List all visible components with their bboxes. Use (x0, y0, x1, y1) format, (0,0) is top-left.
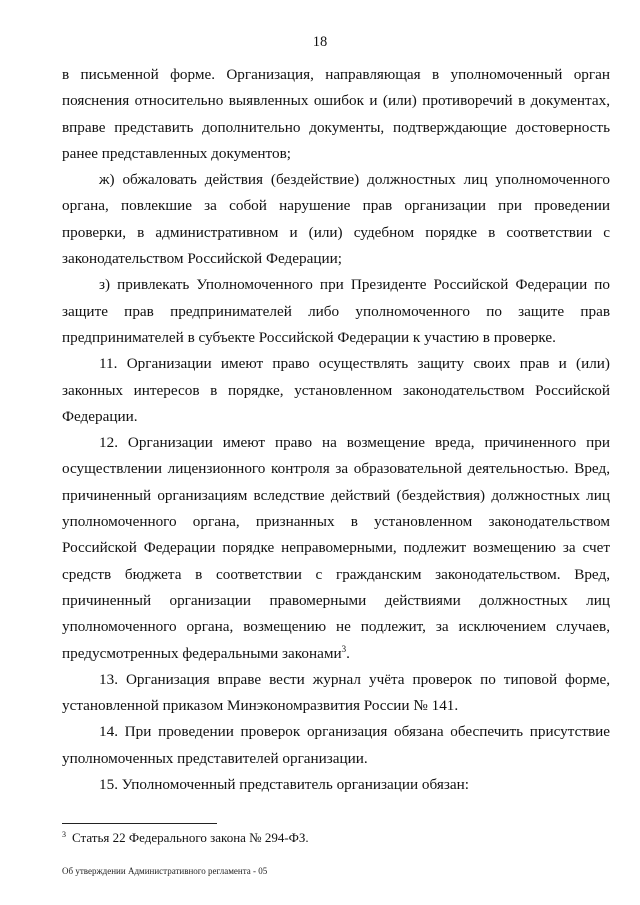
paragraph-12-end: . (346, 644, 350, 662)
paragraph-12-text: 12. Организации имеют право на возмещение вреда, причиненного при осуществлении лицензионного контроля за образовательной деятельностью. Вред, причиненный организациям вследствие действий (бездействия) должностных лиц уполномоченного органа, признанных в установленном законодательством Российской Федерации порядке неправомерными, подлежит возмещению за счет средств бюджета в соответствии с гражданским законодательством. Вред, причиненный организации правомерными действиями должностных лиц уполномоченного органа, возмещению не подлежит, за исключением случаев, предусмотренных федеральными законами (62, 434, 610, 662)
paragraph-13: 13. Организация вправе вести журнал учёта проверок по типовой форме, установленной приказом Минэкономразвития России № 141. (62, 670, 610, 715)
footnote-mark: 3 (62, 829, 66, 839)
footnote-reference[interactable]: 3 (341, 643, 347, 654)
paragraph-14: 14. При проведении проверок организация обязана обеспечить присутствие уполномоченных представителей организации. (62, 723, 610, 767)
footnote (62, 829, 610, 847)
footnote-divider (62, 823, 217, 824)
footnote-text: Статья 22 Федерального закона № 294-ФЗ. (72, 830, 309, 845)
paragraph-12 (62, 430, 610, 667)
document-footer: Об утверждении Административного регламента - 05 (62, 866, 268, 876)
paragraph-item-zh: ж) обжаловать действия (бездействие) должностных лиц уполномоченного органа, повлекшие за собой нарушение прав организации при проведении проверки, в административном и (или) судебном порядке в соответствии с законодательством Российской Федерации; (62, 171, 610, 268)
paragraph-item-z: з) привлекать Уполномоченного при Президенте Российской Федерации по защите прав предпринимателей либо уполномоченного по защите прав предпринимателей в субъекте Российской Федерации к участию в проверке. (62, 276, 610, 346)
paragraph-continuation: в письменной форме. Организация, направляющая в уполномоченный орган пояснения относительно выявленных ошибок и (или) противоречий в документах, вправе представить дополнительно документы, подтверждающие достоверность ранее представленных документов; (62, 66, 610, 162)
page-number: 18 (312, 34, 328, 50)
paragraph-15: 15. Уполномоченный представитель организации обязан: (99, 776, 469, 794)
document-body (62, 62, 610, 798)
paragraph-11: 11. Организации имеют право осуществлять защиту своих прав и (или) законных интересов в порядке, установленном законодательством Российской Федерации. (62, 355, 610, 425)
